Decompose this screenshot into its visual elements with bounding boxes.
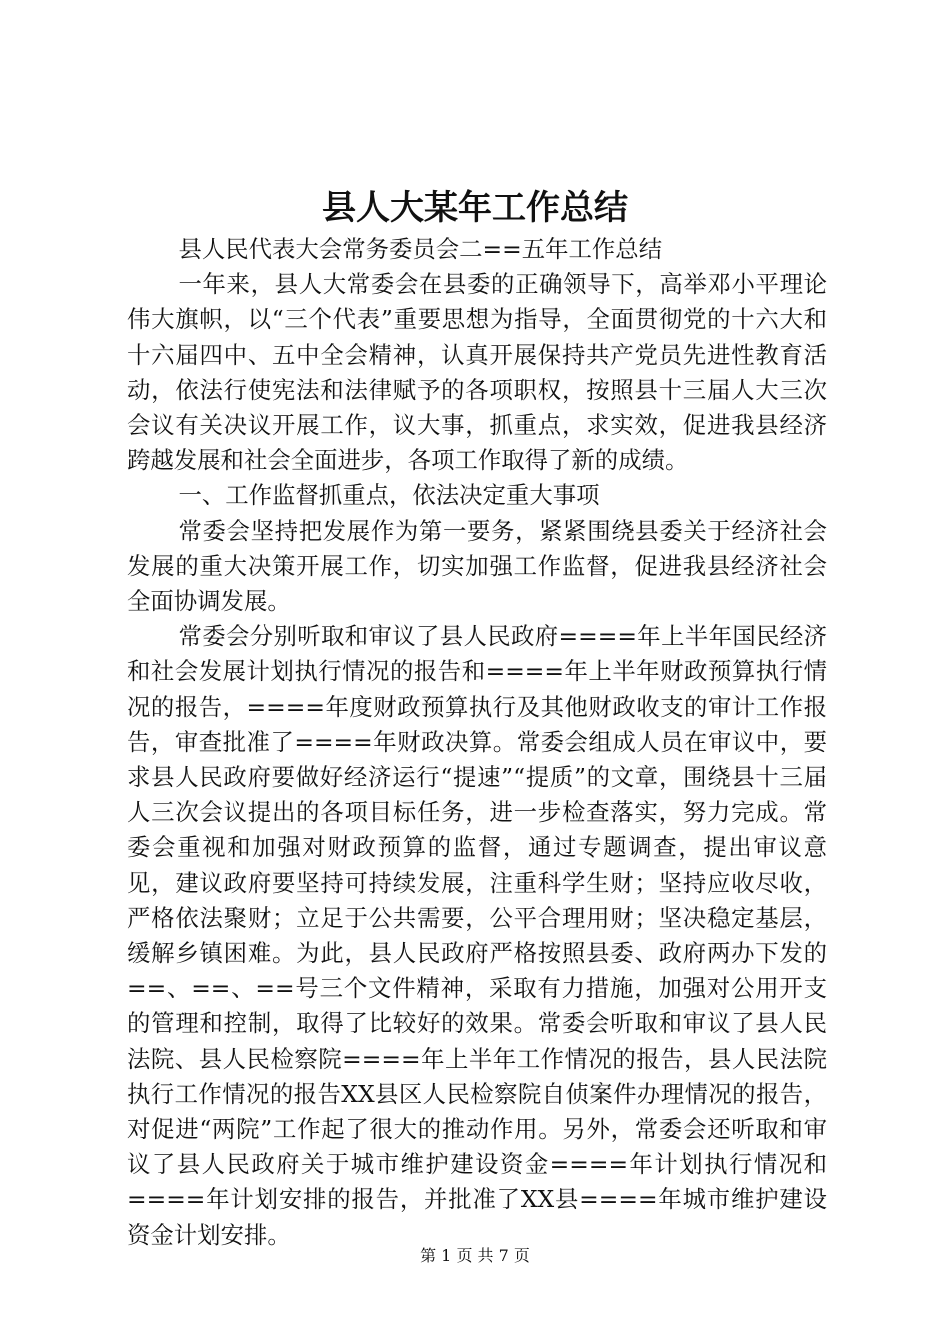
section-heading: 一、工作监督抓重点，依法决定重大事项 [178,481,600,510]
intro-paragraph: 一年来，县人大常委会在县委的正确领导下，高举邓小平理论伟大旗帜，以“三个代表”重要思想为指导，全面贯彻党的十六大和十六届四中、五中全会精神，认真开展保持共产党员先进性教育活动，依法行使宪法和法律赋予的各项职权，按照县十三届人大三次会议有关决议开展工作，议大事，抓重点，求实效，促进我县经济跨越发展和社会全面进步，各项工作取得了新的成绩。 [127,270,827,475]
body-paragraph: 常委会坚持把发展作为第一要务，紧紧围绕县委关于经济社会发展的重大决策开展工作，切实加强工作监督，促进我县经济社会全面协调发展。 [127,516,827,616]
document-body [127,232,827,1253]
document-title: 县人大某年工作总结 [322,188,628,228]
page-number-footer: 第 1 页 共 7 页 [420,1246,530,1265]
subtitle-paragraph: 县人民代表大会常务委员会二==五年工作总结 [178,235,663,263]
body-paragraph: 常委会分别听取和审议了县人民政府====年上半年国民经济和社会发展计划执行情况的报告和====年上半年财政预算执行情况的报告，====年度财政预算执行及其他财政收支的审计工作报告，审查批准了====年财政决算。常委会组成人员在审议中，要求县人民政府要做好经济运行“提速”“提质”的文章，围绕县十三届人三次会议提出的各项目标任务，进一步检查落实，努力完成。常委会重视和加强对财政预算的监督，通过专题调查，提出审议意见，建议政府要坚持可持续发展，注重科学生财；坚持应收尽收，严格依法聚财；立足于公共需要，公平合理用财；坚决稳定基层，缓解乡镇困难。为此，县人民政府严格按照县委、政府两办下发的==、==、==号三个文件精神，采取有力措施，加强对公用开支的管理和控制，取得了比较好的效果。常委会听取和审议了县人民法院、县人民检察院====年上半年工作情况的报告，县人民法院执行工作情况的报告XX县区人民检察院自侦案件办理情况的报告，对促进“两院”工作起了很大的推动作用。另外，常委会还听取和审议了县人民政府关于城市维护建设资金====年计划执行情况和====年计划安排的报告，并批准了XX县====年城市维护建设资金计划安排。 [127,622,827,1249]
